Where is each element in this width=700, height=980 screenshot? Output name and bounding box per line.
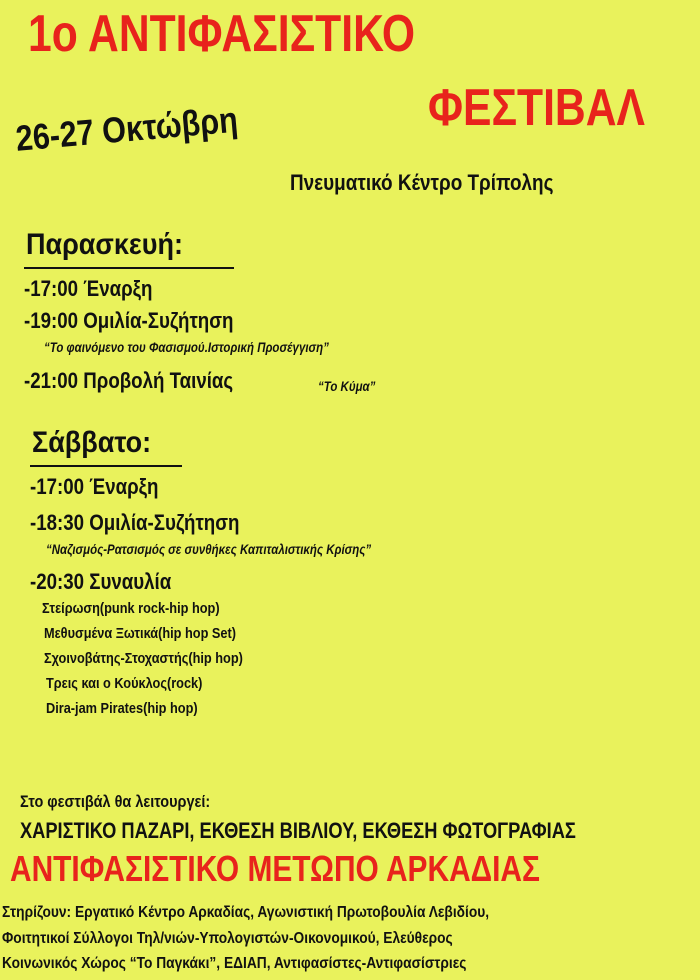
organizer-name: ΑΝΤΙΦΑΣΙΣΤΙΚΟ ΜΕΤΩΠΟ ΑΡΚΑΔΙΑΣ xyxy=(10,848,540,889)
band-list-item: Dira-jam Pirates(hip hop) xyxy=(46,700,198,717)
saturday-item-opening: -17:00 Έναρξη xyxy=(30,474,159,499)
band-list-item: Σχοινοβάτης-Στοχαστής(hip hop) xyxy=(44,650,243,667)
band-list-item: Μεθυσμένα Ξωτικά(hip hop Set) xyxy=(44,625,237,642)
saturday-heading: Σάββατο: xyxy=(32,426,152,459)
festival-intro: Στο φεστιβάλ θα λειτουργεί: xyxy=(20,792,211,811)
festival-venue: Πνευματικό Κέντρο Τρίπολης xyxy=(290,170,554,195)
festival-title-line1: 1ο ΑΝΤΙΦΑΣΙΣΤΙΚΟ xyxy=(28,5,416,63)
festival-features: ΧΑΡΙΣΤΙΚΟ ΠΑΖΑΡΙ, ΕΚΘΕΣΗ ΒΙΒΛΙΟΥ, ΕΚΘΕΣΗ ΦΩΤΟΓΡΑΦΙΑΣ xyxy=(20,818,576,843)
friday-item-film: -21:00 Προβολή Ταινίας xyxy=(24,368,234,393)
band-list-item: Στείρωση(punk rock-hip hop) xyxy=(42,600,220,617)
friday-heading-underline xyxy=(24,267,234,269)
supporters-line: Στηρίζουν: Εργατικό Κέντρο Αρκαδίας, Αγωνιστική Πρωτοβουλία Λεβιδίου, xyxy=(2,904,490,921)
saturday-talk-subtitle: “Ναζισμός-Ρατσισμός σε συνθήκες Καπιταλιστικής Κρίσης” xyxy=(46,541,372,557)
friday-film-title: “Το Κύμα” xyxy=(318,378,376,394)
friday-heading: Παρασκευή: xyxy=(26,228,183,261)
friday-talk-subtitle: “Το φαινόμενο του Φασισμού.Ιστορική Προσέγγιση” xyxy=(44,339,329,355)
saturday-heading-underline xyxy=(30,465,182,467)
band-list-item: Τρεις και ο Κούκλος(rock) xyxy=(46,675,203,692)
supporters-line: Φοιτητικοί Σύλλογοι Τηλ/νιών-Υπολογιστών-Οικονομικού, Ελεύθερος xyxy=(2,930,453,947)
saturday-item-concert: -20:30 Συναυλία xyxy=(30,569,172,594)
supporters-line: Κοινωνικός Χώρος “Το Παγκάκι”, ΕΔΙΑΠ, Αντιφασίστες-Αντιφασίστριες xyxy=(2,955,467,972)
festival-dates: 26-27 Οκτώβρη xyxy=(14,98,240,159)
friday-item-talk: -19:00 Ομιλία-Συζήτηση xyxy=(24,308,234,333)
friday-item-opening: -17:00 Έναρξη xyxy=(24,276,153,301)
saturday-item-talk: -18:30 Ομιλία-Συζήτηση xyxy=(30,510,240,535)
festival-title-line2: ΦΕΣΤΙΒΑΛ xyxy=(428,79,645,137)
